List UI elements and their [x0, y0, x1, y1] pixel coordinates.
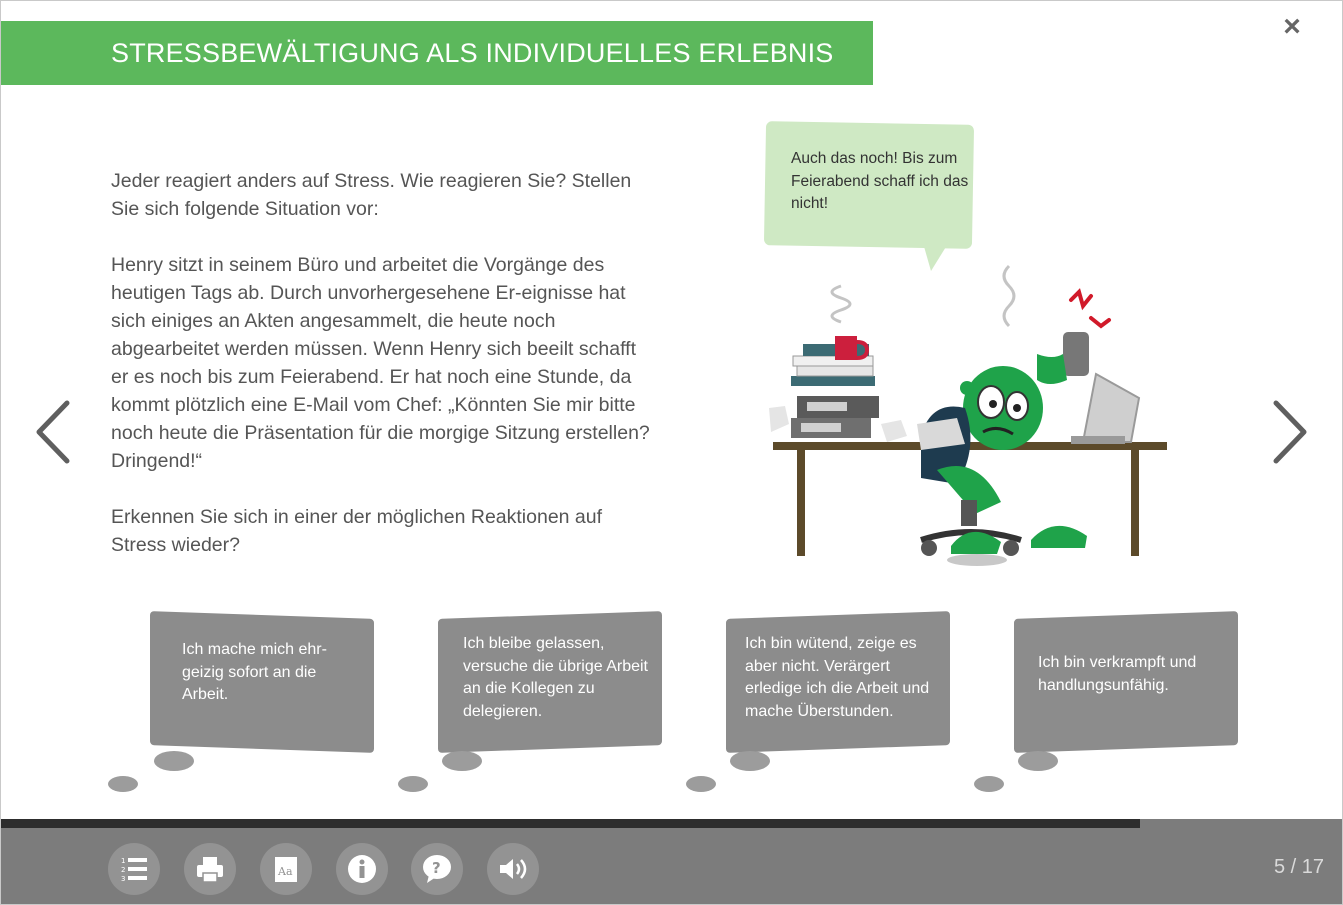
title-banner [1, 21, 873, 85]
next-slide-button[interactable] [1270, 397, 1310, 467]
svg-text:?: ? [432, 859, 441, 877]
svg-text:Aa: Aa [278, 865, 293, 878]
print-icon [194, 853, 226, 885]
sound-icon [497, 853, 529, 885]
thought-dot [108, 776, 138, 792]
stressed-worker-illustration [741, 256, 1181, 576]
page-title: STRESSBEWÄLTIGUNG ALS INDIVIDUELLES ERLEBNIS [111, 37, 834, 68]
thought-dot [442, 751, 482, 771]
close-button[interactable]: × [1283, 10, 1301, 43]
page-counter: 5 / 17 [1273, 856, 1324, 878]
intro-paragraph-3: Erkennen Sie sich in einer der möglichen Reaktionen auf Stress wieder? [111, 506, 603, 556]
progress-bar-fill [1, 819, 1140, 828]
thought-dot [154, 751, 194, 771]
speech-bubble-text: Auch das noch! Bis zum Feierabend schaff ich das nicht! [791, 150, 969, 212]
glossary-button[interactable] [260, 843, 312, 895]
progress-bar [1, 819, 1342, 828]
reaction-choice-2[interactable] [438, 615, 662, 749]
info-button[interactable] [336, 843, 388, 895]
info-icon [346, 853, 378, 885]
choice-text: Ich bleibe gelassen, versuche die übrige Arbeit an die Kollegen zu delegieren. [463, 635, 648, 720]
print-button[interactable] [184, 843, 236, 895]
help-button[interactable] [411, 843, 463, 895]
list-icon [118, 853, 150, 885]
intro-paragraph-2: Henry sitzt in seinem Büro und arbeitet die Vorgänge des heutigen Tags ab. Durch unvorhergesehene Er-eignisse hat sich einiges an Akten angesammelt, die heute noch abgearbeitet werden müssen. Wenn Henry sich beeilt schafft er es noch bis zum Feierabend. Er hat noch eine Stunde, da kommt plötzlich eine E-Mail vom Chef: „Könnten Sie mir bitte noch heute die Präsentation für die morgige Sitzung erstellen? Dringend!“ [111, 254, 650, 472]
help-icon [421, 853, 453, 885]
footer-toolbar [1, 828, 1342, 904]
thought-dot [398, 776, 428, 792]
intro-paragraph-1: Jeder reagiert anders auf Stress. Wie reagieren Sie? Stellen Sie sich folgende Situation vor: [111, 170, 632, 220]
thought-dot [974, 776, 1004, 792]
svg-text:3: 3 [121, 875, 126, 883]
chevron-left-icon [33, 397, 73, 467]
sound-button[interactable] [487, 843, 539, 895]
thought-dot [730, 751, 770, 771]
reaction-choice-1[interactable] [150, 615, 374, 749]
glossary-icon [270, 853, 302, 885]
previous-slide-button[interactable] [33, 397, 73, 467]
choice-text: Ich bin verkrampft und handlungsunfähig. [1038, 654, 1197, 694]
table-of-contents-button[interactable] [108, 843, 160, 895]
reaction-choice-4[interactable] [1014, 615, 1238, 749]
thought-dot [1018, 751, 1058, 771]
chevron-right-icon [1270, 397, 1310, 467]
svg-text:2: 2 [121, 866, 126, 874]
reaction-choice-3[interactable] [726, 615, 950, 749]
intro-text [111, 167, 651, 587]
choice-text: Ich bin wütend, zeige es aber nicht. Verärgert erledige ich die Arbeit und mache Überstunden. [745, 635, 930, 720]
thought-dot [686, 776, 716, 792]
svg-text:1: 1 [121, 857, 126, 865]
choice-text: Ich mache mich ehr-geizig sofort an die Arbeit. [182, 641, 327, 703]
